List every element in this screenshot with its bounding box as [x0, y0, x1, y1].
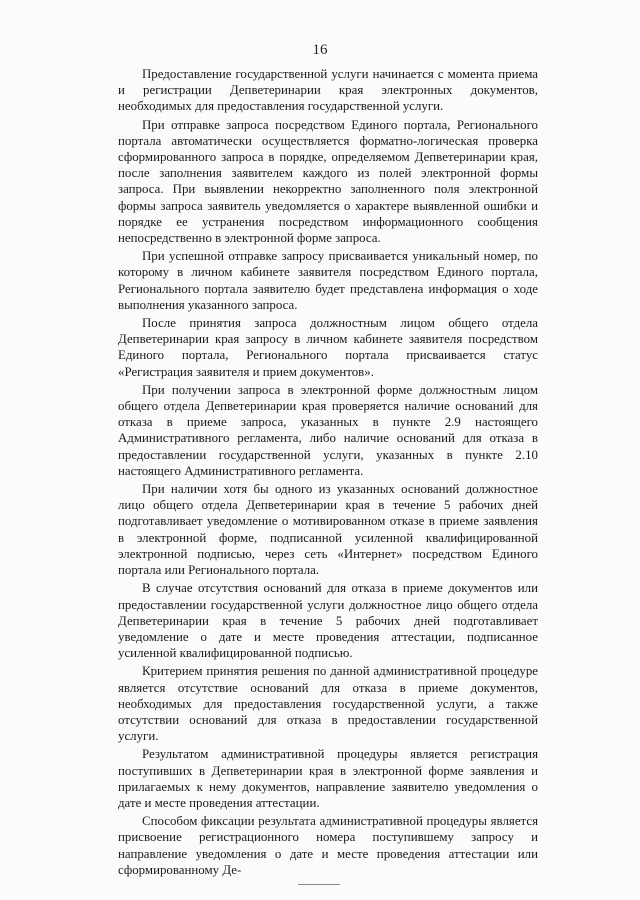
page-number: 16 [312, 42, 328, 58]
paragraph: При получении запроса в электронной форме должностным лицом общего отдела Депветеринарии края проверяется наличие оснований для отказа в приеме запроса, указанных в пункте 2.9 настоящего Административного регламента, либо наличие оснований для отказа в предоставлении государственной услуги, указанных в пункте 2.10 настоящего Административного регламента. [118, 382, 538, 478]
paragraph: Предоставление государственной услуги начинается с момента приема и регистрации Депветеринарии края электронных документов, необходимых для предоставления государственной услуги. [118, 67, 538, 114]
paragraph: В случае отсутствия оснований для отказа в приеме документов или предоставлении государственной услуги должностное лицо общего отдела Депветеринарии края в течение 5 рабочих дней подготавливает уведомление о дате и месте проведения аттестации, подписанное усиленной квалифицированной подписью. [118, 581, 538, 661]
bottom-divider [298, 884, 340, 885]
paragraph: Критерием принятия решения по данной административной процедуре является отсутствие оснований для отказа в приеме документов, необходимых для предоставления государственной услуги, а также отсутствии оснований для отказа в предоставлении государственной услуги. [118, 664, 538, 744]
paragraph: Способом фиксации результата административной процедуры является присвоение регистрационного номера поступившему запросу и направление уведомления о дате и месте проведения аттестации или сформированному Де- [118, 814, 538, 877]
paragraph: При отправке запроса посредством Единого портала, Регионального портала автоматически осуществляется форматно-логическая проверка сформированного запроса в порядке, определяемом Депветеринарии края, после заполнения заявителем каждого из полей электронной формы запроса. При выявлении некорректно заполненного поля электронной формы запроса заявитель уведомляется о характере выявленной ошибки и порядке ее устранения посредством информационного сообщения непосредственно в электронной форме запроса. [118, 117, 538, 246]
paragraph: Результатом административной процедуры является регистрация поступивших в Депветеринарии края в электронной форме заявления и прилагаемых к нему документов, направление заявителю уведомления о дате и месте проведения аттестации. [118, 747, 538, 810]
paragraph: После принятия запроса должностным лицом общего отдела Депветеринарии края запросу в личном кабинете заявителя посредством Единого портала, Регионального портала присваивается статус «Регистрация заявителя и прием документов». [118, 316, 538, 379]
body-text [118, 66, 538, 880]
paragraph: При наличии хотя бы одного из указанных оснований должностное лицо общего отдела Депветеринарии края в течение 5 рабочих дней подготавливает уведомление о мотивированном отказе в приеме заявления в электронной форме, подписанной усиленной квалифицированной электронной подписью, через сеть «Интернет» посредством Единого портала или Регионального портала. [118, 482, 538, 578]
paragraph: При успешной отправке запросу присваивается уникальный номер, по которому в личном кабинете заявителя посредством Единого портала, Регионального портала заявителю будет представлена информация о ходе выполнения указанного запроса. [118, 249, 538, 312]
